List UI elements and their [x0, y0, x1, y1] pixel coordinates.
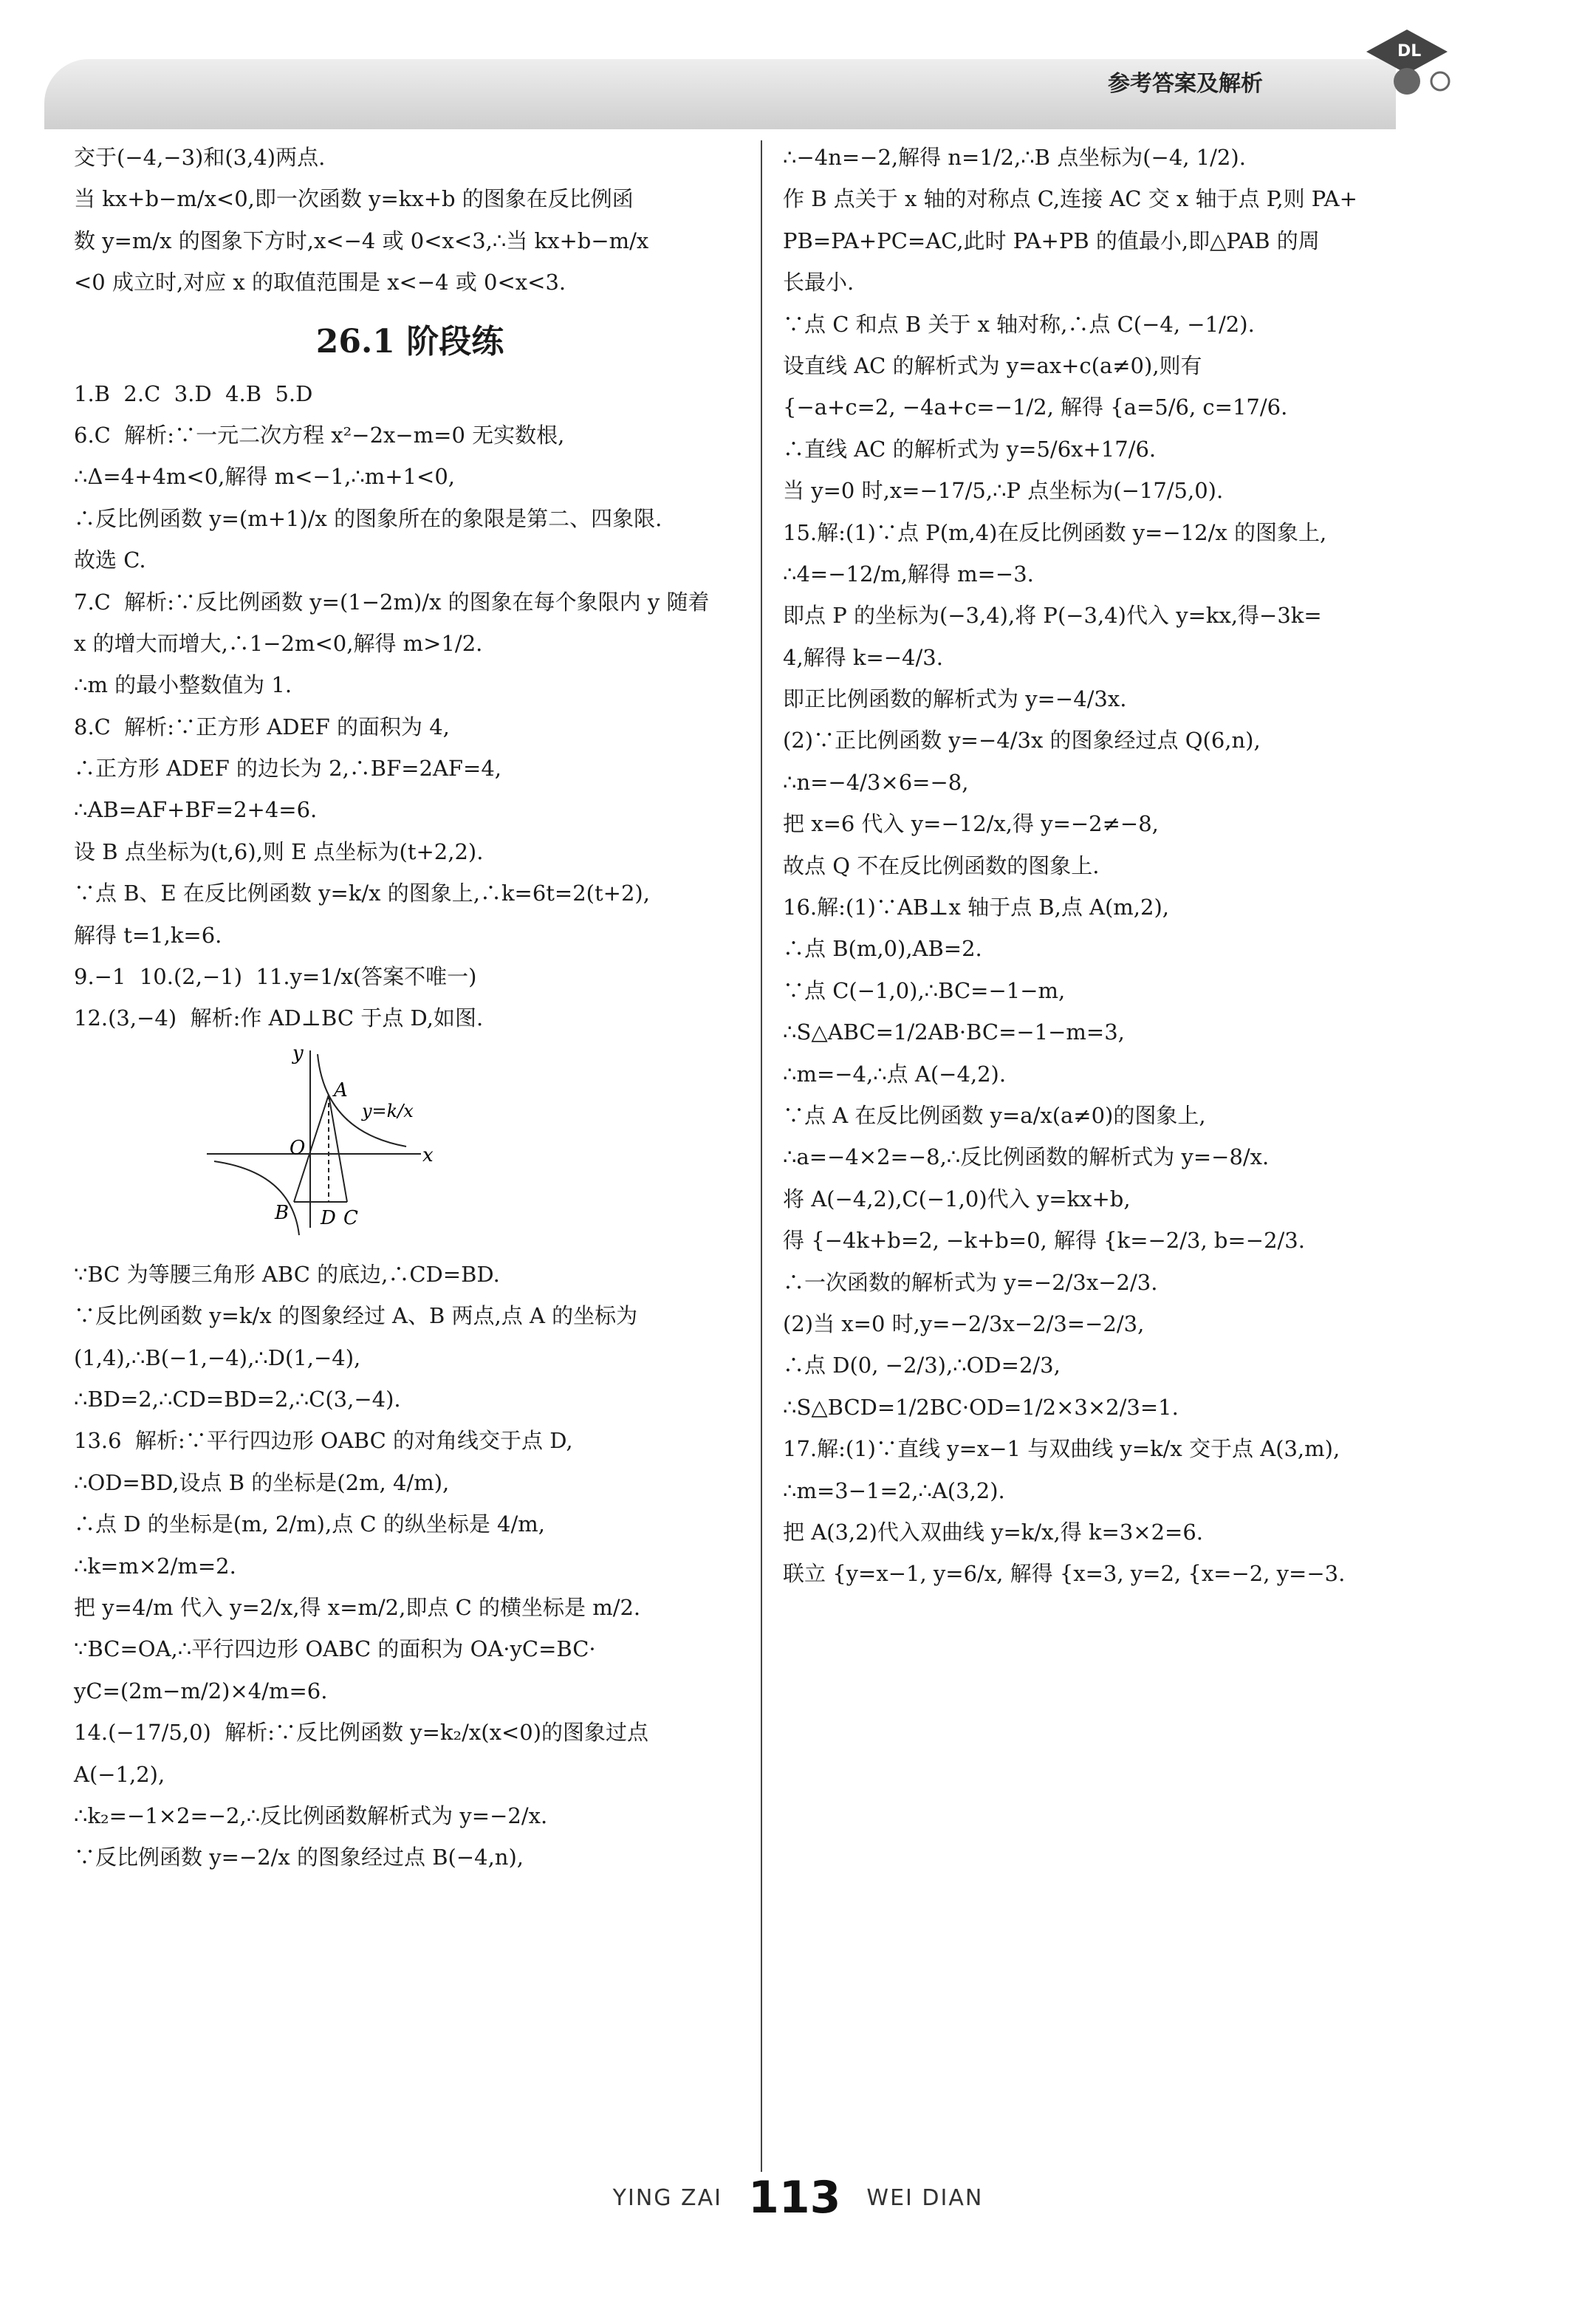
intro-line: 交于(−4,−3)和(3,4)两点. [74, 145, 326, 170]
answer-line: 14.(−17/5,0) 解析:∵反比例函数 y=k₂/x(x<0)的图象过点 [74, 1720, 649, 1746]
answer-line: ∴点 D 的坐标是(m, 2/m),点 C 的纵坐标是 4/m, [74, 1511, 545, 1537]
answer-line: 联立 {y=x−1, y=6/x, 解得 {x=3, y=2, {x=−2, y=−3. [783, 1561, 1346, 1587]
answer-line: 得 {−4k+b=2, −k+b=0, 解得 {k=−2/3, b=−2/3. [783, 1228, 1305, 1254]
label-origin: O [290, 1136, 306, 1159]
page-footer [0, 2172, 1596, 2224]
answer-line: ∴Δ=4+4m<0,解得 m<−1,∴m+1<0, [74, 464, 456, 490]
answer-line: A(−1,2), [74, 1761, 165, 1787]
answer-line: ∴m=3−1=2,∴A(3,2). [783, 1477, 1005, 1503]
header-logo [1352, 22, 1455, 103]
answer-line: 12.(3,−4) 解析:作 AD⊥BC 于点 D,如图. [74, 1005, 484, 1031]
answer-line: 故选 C. [74, 547, 146, 573]
answer-line: ∴a=−4×2=−8,∴反比例函数的解析式为 y=−8/x. [783, 1144, 1270, 1170]
answer-line: (2)∵正比例函数 y=−4/3x 的图象经过点 Q(6,n), [783, 728, 1261, 754]
answer-line: 把 A(3,2)代入双曲线 y=k/x,得 k=3×2=6. [783, 1519, 1203, 1545]
answer-line: 1.B 2.C 3.D 4.B 5.D [74, 380, 313, 406]
label-b: B [275, 1201, 290, 1224]
left-column [74, 140, 746, 1882]
label-a: A [334, 1079, 348, 1101]
label-c: C [343, 1206, 358, 1229]
answer-line: 即正比例函数的解析式为 y=−4/3x. [783, 686, 1127, 712]
intro-line: <0 成立时,对应 x 的取值范围是 x<−4 或 0<x<3. [74, 270, 566, 295]
column-divider [761, 140, 762, 2172]
answer-line: 当 y=0 时,x=−17/5,∴P 点坐标为(−17/5,0). [783, 478, 1224, 504]
answer-line: ∴AB=AF+BF=2+4=6. [74, 797, 318, 823]
answer-line: ∴点 B(m,0),AB=2. [783, 936, 982, 962]
answer-line: (2)当 x=0 时,y=−2/3x−2/3=−2/3, [783, 1311, 1145, 1336]
answer-line: ∴BD=2,∴CD=BD=2,∴C(3,−4). [74, 1386, 401, 1412]
answer-line: yC=(2m−m/2)×4/m=6. [74, 1678, 328, 1704]
answer-line: 7.C 解析:∵反比例函数 y=(1−2m)/x 的图象在每个象限内 y 随着 [74, 589, 710, 615]
right-column [783, 140, 1484, 1599]
footer-right-text: WEI DIAN [866, 2184, 984, 2211]
answer-line: ∴4=−12/m,解得 m=−3. [783, 561, 1034, 587]
geometry-figure [207, 1043, 451, 1243]
label-d: D [321, 1206, 336, 1229]
answer-line: 故点 Q 不在反比例函数的图象上. [783, 852, 1100, 878]
answer-line: ∵BC 为等腰三角形 ABC 的底边,∴CD=BD. [74, 1261, 500, 1287]
answer-line: 13.6 解析:∵平行四边形 OABC 的对角线交于点 D, [74, 1428, 573, 1454]
label-y: y [292, 1042, 304, 1065]
answer-line: ∵点 B、E 在反比例函数 y=k/x 的图象上,∴k=6t=2(t+2), [74, 881, 650, 906]
answer-line: 16.解:(1)∵AB⊥x 轴于点 B,点 A(m,2), [783, 895, 1169, 920]
answer-line: ∵BC=OA,∴平行四边形 OABC 的面积为 OA·yC=BC· [74, 1636, 596, 1662]
label-x: x [422, 1144, 434, 1166]
answer-line: 作 B 点关于 x 轴的对称点 C,连接 AC 交 x 轴于点 P,则 PA+ [783, 186, 1357, 212]
answer-line: ∴直线 AC 的解析式为 y=5/6x+17/6. [783, 436, 1157, 462]
answer-line: ∴−4n=−2,解得 n=1/2,∴B 点坐标为(−4, 1/2). [783, 145, 1246, 170]
answer-line: 解得 t=1,k=6. [74, 922, 222, 948]
answer-line: {−a+c=2, −4a+c=−1/2, 解得 {a=5/6, c=17/6. [783, 394, 1288, 420]
answer-line: 15.解:(1)∵点 P(m,4)在反比例函数 y=−12/x 的图象上, [783, 519, 1327, 545]
answer-line: x 的增大而增大,∴1−2m<0,解得 m>1/2. [74, 630, 483, 656]
answer-line: ∵点 C(−1,0),∴BC=−1−m, [783, 977, 1066, 1003]
answer-line: ∴k₂=−1×2=−2,∴反比例函数解析式为 y=−2/x. [74, 1802, 548, 1828]
answer-line: ∴S△BCD=1/2BC·OD=1/2×3×2/3=1. [783, 1394, 1179, 1420]
answer-line: 17.解:(1)∵直线 y=x−1 与双曲线 y=k/x 交于点 A(3,m), [783, 1436, 1340, 1462]
answer-line: PB=PA+PC=AC,此时 PA+PB 的值最小,即△PAB 的周 [783, 228, 1320, 253]
answer-line: 设直线 AC 的解析式为 y=ax+c(a≠0),则有 [783, 352, 1202, 378]
intro-line: 当 kx+b−m/x<0,即一次函数 y=kx+b 的图象在反比例函 [74, 186, 634, 212]
intro-line: 数 y=m/x 的图象下方时,x<−4 或 0<x<3,∴当 kx+b−m/x [74, 228, 649, 253]
answer-line: ∴m 的最小整数值为 1. [74, 672, 292, 698]
answer-line: 即点 P 的坐标为(−3,4),将 P(−3,4)代入 y=kx,得−3k= [783, 603, 1322, 629]
answer-line: ∴正方形 ADEF 的边长为 2,∴BF=2AF=4, [74, 756, 502, 782]
answer-line: 设 B 点坐标为(t,6),则 E 点坐标为(t+2,2). [74, 838, 484, 864]
answer-line: ∵反比例函数 y=k/x 的图象经过 A、B 两点,点 A 的坐标为 [74, 1303, 638, 1329]
answer-line: 把 y=4/m 代入 y=2/x,得 x=m/2,即点 C 的横坐标是 m/2. [74, 1594, 641, 1620]
answer-line: ∴反比例函数 y=(m+1)/x 的图象所在的象限是第二、四象限. [74, 505, 662, 531]
answer-line: 将 A(−4,2),C(−1,0)代入 y=kx+b, [783, 1186, 1131, 1212]
answer-line: ∴S△ABC=1/2AB·BC=−1−m=3, [783, 1019, 1125, 1045]
answer-line: 把 x=6 代入 y=−12/x,得 y=−2≠−8, [783, 811, 1159, 837]
section-title: 26.1 阶段练 [315, 322, 504, 360]
label-curve: y=k/x [362, 1100, 414, 1121]
header-label: 参考答案及解析 [1108, 71, 1263, 97]
answer-line: ∴OD=BD,设点 B 的坐标是(2m, 4/m), [74, 1469, 450, 1495]
answer-line: ∴m=−4,∴点 A(−4,2). [783, 1061, 1007, 1087]
answer-line: 8.C 解析:∵正方形 ADEF 的面积为 4, [74, 714, 450, 739]
answer-line: ∴点 D(0, −2/3),∴OD=2/3, [783, 1353, 1061, 1378]
answer-line: 4,解得 k=−4/3. [783, 644, 943, 670]
answer-line: 长最小. [783, 270, 854, 295]
answer-line: 9.−1 10.(2,−1) 11.y=1/x(答案不唯一) [74, 964, 477, 990]
page-number: 113 [748, 2172, 841, 2224]
answer-line: ∴k=m×2/m=2. [74, 1553, 236, 1579]
answer-line: ∵反比例函数 y=−2/x 的图象经过点 B(−4,n), [74, 1845, 524, 1870]
answer-line: ∴一次函数的解析式为 y=−2/3x−2/3. [783, 1269, 1158, 1295]
answer-line: 6.C 解析:∵一元二次方程 x²−2x−m=0 无实数根, [74, 422, 565, 448]
answer-line: (1,4),∴B(−1,−4),∴D(1,−4), [74, 1344, 361, 1370]
hyperbola-branch-2 [214, 1161, 299, 1235]
answer-line: ∵点 C 和点 B 关于 x 轴对称,∴点 C(−4, −1/2). [783, 311, 1255, 337]
answer-line: ∴n=−4/3×6=−8, [783, 769, 969, 795]
header-logo-text: DL [1397, 42, 1422, 61]
answer-line: ∵点 A 在反比例函数 y=a/x(a≠0)的图象上, [783, 1102, 1206, 1128]
footer-left-text: YING ZAI [612, 2184, 722, 2211]
